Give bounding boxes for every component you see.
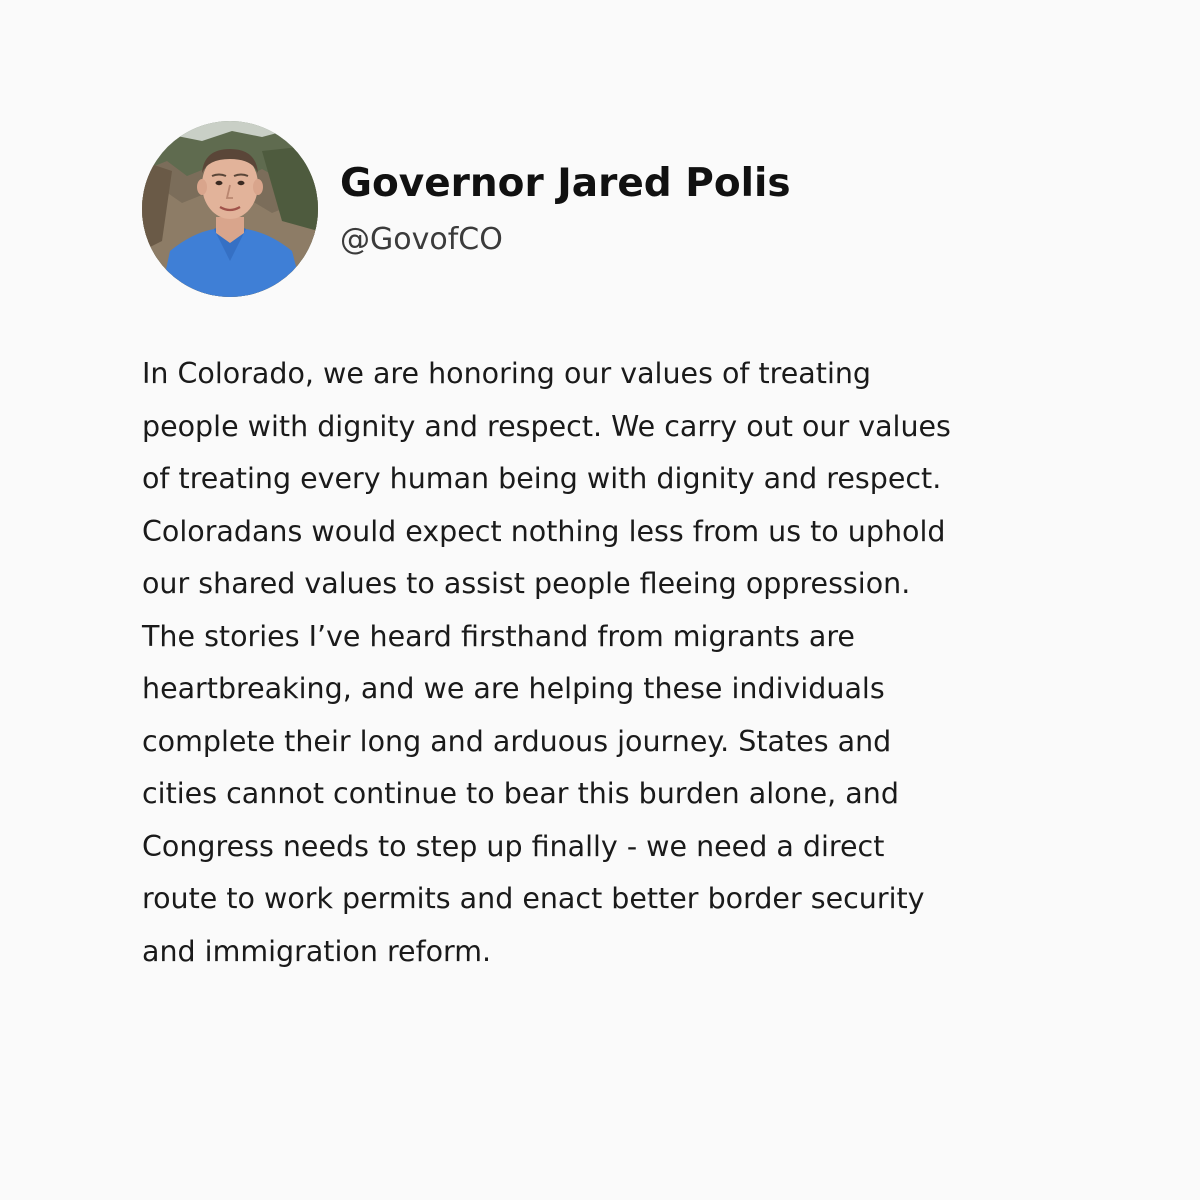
- tweet-line: The stories I’ve heard firsthand from migrants are: [142, 619, 855, 653]
- tweet-line: complete their long and arduous journey. States and: [142, 724, 892, 758]
- tweet-line: Congress needs to step up finally - we need a direct: [142, 829, 885, 863]
- tweet-body: [142, 348, 1072, 978]
- tweet-line: people with dignity and respect. We carry out our values: [142, 409, 951, 443]
- tweet-line: route to work permits and enact better border security: [142, 882, 925, 915]
- tweet-line: In Colorado, we are honoring our values of treating: [142, 357, 872, 390]
- tweet-line: cities cannot continue to bear this burden alone, and: [142, 777, 899, 810]
- tweet-line: and immigration reform.: [142, 934, 492, 968]
- avatar[interactable]: [142, 121, 318, 297]
- tweet-header: [142, 121, 791, 297]
- tweet-line: heartbreaking, and we are helping these individuals: [142, 672, 885, 705]
- author-identity: [340, 160, 791, 258]
- tweet-line: our shared values to assist people fleeing oppression.: [142, 567, 911, 600]
- profile-photo-icon: [142, 121, 318, 297]
- tweet-line: Coloradans would expect nothing less from us to uphold: [142, 514, 946, 548]
- author-display-name[interactable]: Governor Jared Polis: [340, 161, 791, 206]
- author-handle[interactable]: @GovofCO: [340, 222, 503, 257]
- tweet-line: of treating every human being with dignity and respect.: [142, 462, 942, 495]
